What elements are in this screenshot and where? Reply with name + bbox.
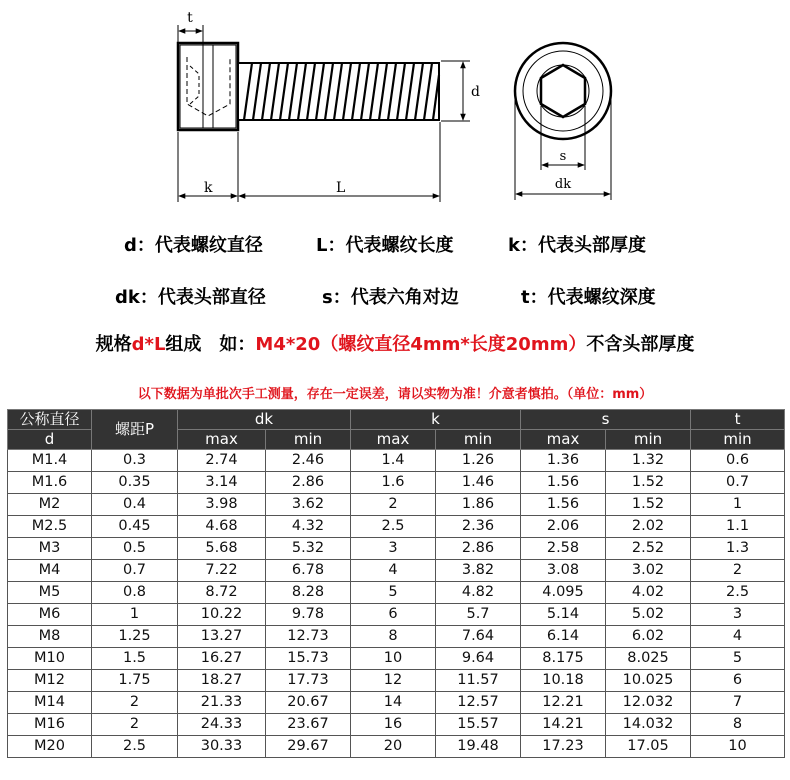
dimension-table bbox=[7, 409, 785, 758]
dim-L-label: L bbox=[336, 180, 346, 196]
cell-k-max: 8 bbox=[351, 626, 436, 648]
col-sub-k-max: max bbox=[351, 430, 436, 450]
cell-k-min: 11.57 bbox=[436, 670, 521, 692]
measurement-notice: 以下数据为单批次手工测量，存在一定误差，请以实物为准！介意者慎拍。（单位：mm） bbox=[137, 387, 653, 402]
legend-L: L：代表螺纹长度 bbox=[316, 235, 454, 256]
cell-dk-min: 9.78 bbox=[266, 604, 351, 626]
cell-s-min: 17.05 bbox=[606, 736, 691, 758]
cell-pitch: 1.5 bbox=[92, 648, 178, 670]
col-header-d-line1: 公称直径 bbox=[8, 410, 92, 430]
cell-k-max: 3 bbox=[351, 538, 436, 560]
cell-dk-max: 2.74 bbox=[178, 450, 266, 472]
cell-d: M8 bbox=[8, 626, 92, 648]
screw-side-view bbox=[178, 10, 480, 202]
cell-s-min: 3.02 bbox=[606, 560, 691, 582]
col-sub-s-max: max bbox=[521, 430, 606, 450]
cell-s-min: 14.032 bbox=[606, 714, 691, 736]
spec-mid: 组成 如： bbox=[165, 334, 256, 355]
col-group-t: t bbox=[691, 410, 785, 430]
cell-d: M20 bbox=[8, 736, 92, 758]
table-header-row-1 bbox=[8, 410, 785, 430]
cell-pitch: 1.25 bbox=[92, 626, 178, 648]
cell-k-min: 1.86 bbox=[436, 494, 521, 516]
cell-s-min: 5.02 bbox=[606, 604, 691, 626]
cell-s-min: 6.02 bbox=[606, 626, 691, 648]
screw-technical-drawing bbox=[0, 0, 790, 220]
cell-pitch: 0.5 bbox=[92, 538, 178, 560]
cell-dk-max: 21.33 bbox=[178, 692, 266, 714]
cell-k-min: 9.64 bbox=[436, 648, 521, 670]
cell-k-max: 14 bbox=[351, 692, 436, 714]
cell-s-max: 6.14 bbox=[521, 626, 606, 648]
cell-s-max: 1.36 bbox=[521, 450, 606, 472]
cell-dk-min: 2.46 bbox=[266, 450, 351, 472]
cell-d: M10 bbox=[8, 648, 92, 670]
legend-d: d：代表螺纹直径 bbox=[124, 235, 263, 256]
cell-k-max: 5 bbox=[351, 582, 436, 604]
cell-t-min: 0.7 bbox=[691, 472, 785, 494]
cell-s-min: 2.52 bbox=[606, 538, 691, 560]
cell-dk-min: 20.67 bbox=[266, 692, 351, 714]
table-row bbox=[8, 516, 785, 538]
cell-dk-max: 3.14 bbox=[178, 472, 266, 494]
cell-t-min: 8 bbox=[691, 714, 785, 736]
cell-dk-max: 5.68 bbox=[178, 538, 266, 560]
cell-pitch: 0.8 bbox=[92, 582, 178, 604]
col-sub-dk-min: min bbox=[266, 430, 351, 450]
cell-k-max: 1.4 bbox=[351, 450, 436, 472]
legend-dk: dk：代表头部直径 bbox=[115, 287, 266, 308]
table-row bbox=[8, 714, 785, 736]
table-row bbox=[8, 560, 785, 582]
cell-t-min: 3 bbox=[691, 604, 785, 626]
table-row bbox=[8, 648, 785, 670]
dim-d-label: d bbox=[471, 84, 480, 100]
cell-t-min: 1.1 bbox=[691, 516, 785, 538]
cell-t-min: 10 bbox=[691, 736, 785, 758]
cell-t-min: 0.6 bbox=[691, 450, 785, 472]
col-sub-t-min: min bbox=[691, 430, 785, 450]
cell-dk-min: 4.32 bbox=[266, 516, 351, 538]
table-row bbox=[8, 494, 785, 516]
legend-row-2 bbox=[0, 283, 790, 313]
cell-s-max: 14.21 bbox=[521, 714, 606, 736]
col-group-s: s bbox=[521, 410, 691, 430]
cell-k-max: 12 bbox=[351, 670, 436, 692]
cell-pitch: 1.75 bbox=[92, 670, 178, 692]
cell-dk-max: 8.72 bbox=[178, 582, 266, 604]
cell-t-min: 5 bbox=[691, 648, 785, 670]
cell-pitch: 0.45 bbox=[92, 516, 178, 538]
table-row bbox=[8, 670, 785, 692]
spec-suffix: 不含头部厚度 bbox=[586, 334, 695, 355]
col-group-k: k bbox=[351, 410, 521, 430]
cell-k-min: 15.57 bbox=[436, 714, 521, 736]
dim-dk-label: dk bbox=[554, 177, 572, 192]
cell-k-min: 12.57 bbox=[436, 692, 521, 714]
cell-s-max: 8.175 bbox=[521, 648, 606, 670]
cell-d: M5 bbox=[8, 582, 92, 604]
cell-k-max: 6 bbox=[351, 604, 436, 626]
cell-t-min: 1.3 bbox=[691, 538, 785, 560]
cell-k-min: 19.48 bbox=[436, 736, 521, 758]
cell-dk-max: 18.27 bbox=[178, 670, 266, 692]
cell-s-min: 1.52 bbox=[606, 472, 691, 494]
cell-d: M1.4 bbox=[8, 450, 92, 472]
cell-dk-min: 29.67 bbox=[266, 736, 351, 758]
cell-k-min: 7.64 bbox=[436, 626, 521, 648]
cell-pitch: 0.3 bbox=[92, 450, 178, 472]
cell-s-min: 10.025 bbox=[606, 670, 691, 692]
dim-s-label: s bbox=[559, 149, 567, 164]
cell-s-min: 2.02 bbox=[606, 516, 691, 538]
cell-t-min: 6 bbox=[691, 670, 785, 692]
spec-formula: d*L bbox=[131, 334, 166, 355]
cell-k-min: 5.7 bbox=[436, 604, 521, 626]
cell-dk-min: 5.32 bbox=[266, 538, 351, 560]
cell-pitch: 2.5 bbox=[92, 736, 178, 758]
cell-dk-min: 23.67 bbox=[266, 714, 351, 736]
cell-d: M4 bbox=[8, 560, 92, 582]
cell-d: M6 bbox=[8, 604, 92, 626]
cell-s-min: 1.52 bbox=[606, 494, 691, 516]
cell-dk-min: 6.78 bbox=[266, 560, 351, 582]
cell-d: M14 bbox=[8, 692, 92, 714]
cell-s-max: 1.56 bbox=[521, 472, 606, 494]
cell-dk-min: 8.28 bbox=[266, 582, 351, 604]
table-row bbox=[8, 604, 785, 626]
cell-t-min: 2 bbox=[691, 560, 785, 582]
cell-t-min: 2.5 bbox=[691, 582, 785, 604]
cell-d: M2.5 bbox=[8, 516, 92, 538]
cell-s-max: 2.58 bbox=[521, 538, 606, 560]
cell-k-min: 2.86 bbox=[436, 538, 521, 560]
cell-k-max: 16 bbox=[351, 714, 436, 736]
cell-dk-max: 16.27 bbox=[178, 648, 266, 670]
legend-row-1 bbox=[0, 231, 790, 261]
table-row bbox=[8, 692, 785, 714]
cell-dk-max: 7.22 bbox=[178, 560, 266, 582]
legend-k: k：代表头部厚度 bbox=[508, 235, 646, 256]
spec-line bbox=[0, 330, 790, 356]
cell-d: M1.6 bbox=[8, 472, 92, 494]
cell-s-max: 17.23 bbox=[521, 736, 606, 758]
table-row bbox=[8, 626, 785, 648]
cell-dk-max: 4.68 bbox=[178, 516, 266, 538]
cell-t-min: 1 bbox=[691, 494, 785, 516]
cell-dk-max: 13.27 bbox=[178, 626, 266, 648]
cell-pitch: 2 bbox=[92, 692, 178, 714]
table-row bbox=[8, 450, 785, 472]
cell-dk-max: 10.22 bbox=[178, 604, 266, 626]
col-header-pitch: 螺距P bbox=[92, 410, 178, 450]
col-sub-s-min: min bbox=[606, 430, 691, 450]
cell-d: M16 bbox=[8, 714, 92, 736]
cell-dk-max: 24.33 bbox=[178, 714, 266, 736]
cell-s-min: 4.02 bbox=[606, 582, 691, 604]
cell-pitch: 1 bbox=[92, 604, 178, 626]
table-row bbox=[8, 736, 785, 758]
cell-dk-max: 30.33 bbox=[178, 736, 266, 758]
cell-k-max: 4 bbox=[351, 560, 436, 582]
cell-k-max: 20 bbox=[351, 736, 436, 758]
legend-s: s：代表六角对边 bbox=[322, 287, 459, 308]
cell-s-max: 12.21 bbox=[521, 692, 606, 714]
cell-pitch: 2 bbox=[92, 714, 178, 736]
col-sub-dk-max: max bbox=[178, 430, 266, 450]
cell-t-min: 4 bbox=[691, 626, 785, 648]
dim-t-label: t bbox=[187, 10, 193, 26]
cell-dk-min: 15.73 bbox=[266, 648, 351, 670]
table-row bbox=[8, 472, 785, 494]
dim-k-label: k bbox=[204, 180, 213, 196]
cell-k-min: 3.82 bbox=[436, 560, 521, 582]
cell-k-max: 10 bbox=[351, 648, 436, 670]
cell-k-min: 1.26 bbox=[436, 450, 521, 472]
cell-pitch: 0.35 bbox=[92, 472, 178, 494]
table-row bbox=[8, 582, 785, 604]
spec-example: M4*20（螺纹直径4mm*长度20mm） bbox=[255, 334, 587, 355]
cell-s-max: 3.08 bbox=[521, 560, 606, 582]
cell-k-min: 2.36 bbox=[436, 516, 521, 538]
cell-s-max: 4.095 bbox=[521, 582, 606, 604]
cell-d: M3 bbox=[8, 538, 92, 560]
table-row bbox=[8, 538, 785, 560]
cell-s-min: 1.32 bbox=[606, 450, 691, 472]
cell-dk-min: 2.86 bbox=[266, 472, 351, 494]
cell-dk-max: 3.98 bbox=[178, 494, 266, 516]
cell-d: M12 bbox=[8, 670, 92, 692]
spec-prefix: 规格 bbox=[95, 334, 132, 355]
cell-s-min: 12.032 bbox=[606, 692, 691, 714]
cell-k-max: 2.5 bbox=[351, 516, 436, 538]
legend-t: t：代表螺纹深度 bbox=[521, 287, 656, 308]
cell-s-max: 1.56 bbox=[521, 494, 606, 516]
cell-dk-min: 3.62 bbox=[266, 494, 351, 516]
cell-dk-min: 12.73 bbox=[266, 626, 351, 648]
col-sub-k-min: min bbox=[436, 430, 521, 450]
cell-pitch: 0.4 bbox=[92, 494, 178, 516]
cell-k-max: 1.6 bbox=[351, 472, 436, 494]
cell-k-min: 1.46 bbox=[436, 472, 521, 494]
cell-s-min: 8.025 bbox=[606, 648, 691, 670]
col-header-d-line2: d bbox=[8, 430, 92, 450]
cell-t-min: 7 bbox=[691, 692, 785, 714]
cell-k-max: 2 bbox=[351, 494, 436, 516]
cell-k-min: 4.82 bbox=[436, 582, 521, 604]
screw-end-view bbox=[515, 43, 611, 200]
table-body bbox=[8, 450, 785, 758]
col-group-dk: dk bbox=[178, 410, 351, 430]
cell-dk-min: 17.73 bbox=[266, 670, 351, 692]
cell-s-max: 2.06 bbox=[521, 516, 606, 538]
cell-s-max: 5.14 bbox=[521, 604, 606, 626]
cell-d: M2 bbox=[8, 494, 92, 516]
cell-pitch: 0.7 bbox=[92, 560, 178, 582]
cell-s-max: 10.18 bbox=[521, 670, 606, 692]
